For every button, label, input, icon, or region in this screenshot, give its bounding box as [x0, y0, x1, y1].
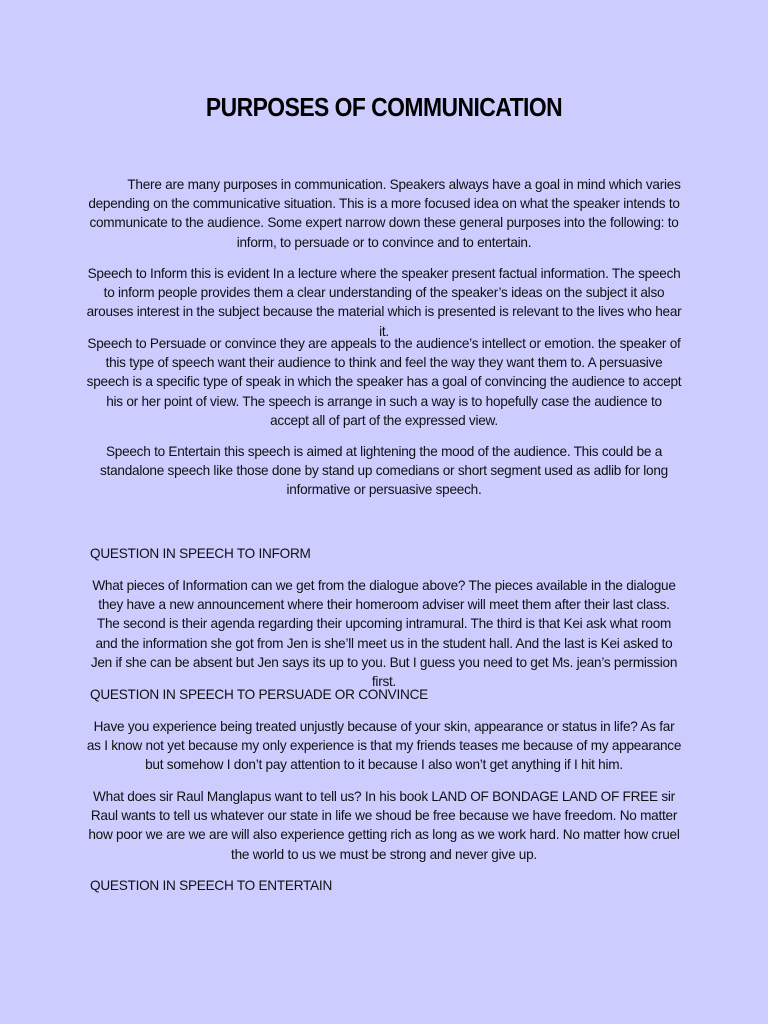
page-title: PURPOSES OF COMMUNICATION: [205, 92, 563, 122]
intro-paragraph: [86, 175, 682, 252]
question-persuade-answer-2: What does sir Raul Manglapus want to tell us? In his book LAND OF BONDAGE LAND OF FREE sir Raul wants to tell us whatever our state in life we shoud be free because we have freedom. No matter how poor we are we are will also experience getting rich as long as we work hard. No matter how cruel the world to us we must be strong and never give up.: [88, 789, 680, 862]
persuade-paragraph: Speech to Persuade or convince they are appeals to the audience’s intellect or emotion. the speaker of this type of speech want their audience to think and feel the way they want them to. A persuasive speech is a specific type of speak in which the speaker has a goal of convincing the audience to accept his or her point of view. The speech is arrange in such a way is to hopefully case the audience to accept all of part of the expressed view.: [86, 336, 682, 428]
question-inform-answer: What pieces of Information can we get from the dialogue above? The pieces available in the dialogue they have a new announcement where their homeroom adviser will meet them after their last class. The second is their agenda regarding their upcoming intramural. The third is that Kei ask what room and the information she got from Jen is she’ll meet us in the student hall. And the last is Kei asked to Jen if she can be absent but Jen says its up to you. But I guess you need to get Ms. jean’s permission first.: [90, 578, 678, 690]
entertain-paragraph: Speech to Entertain this speech is aimed at lightening the mood of the audience. This could be a standalone speech like those done by stand up comedians or short segment used as adlib for long informative or persuasive speech.: [100, 444, 668, 498]
intro-text: There are many purposes in communication. Speakers always have a goal in mind which varies depending on the communicative situation. This is a more focused idea on what the speaker intends to communicate to the audience. Some expert narrow down these general purposes into the following: to inform, to persuade or to convince and to entertain.: [88, 177, 681, 250]
inform-paragraph: Speech to Inform this is evident In a lecture where the speaker present factual information. The speech to inform people provides them a clear understanding of the speaker’s ideas on the subject it also arouses interest in the subject because the material which is presented is relevant to the lives who hear it.: [86, 266, 682, 339]
question-persuade-heading: QUESTION IN SPEECH TO PERSUADE OR CONVINCE: [90, 687, 428, 702]
question-persuade-answer-1: Have you experience being treated unjustly because of your skin, appearance or status in life? As far as I know not yet because my only experience is that my friends teases me because of my appearance but somehow I don’t pay attention to it because I also won’t get anything if I hit him.: [86, 719, 682, 773]
question-inform-heading: QUESTION IN SPEECH TO INFORM: [90, 546, 311, 561]
question-entertain-heading: QUESTION IN SPEECH TO ENTERTAIN: [90, 878, 333, 893]
